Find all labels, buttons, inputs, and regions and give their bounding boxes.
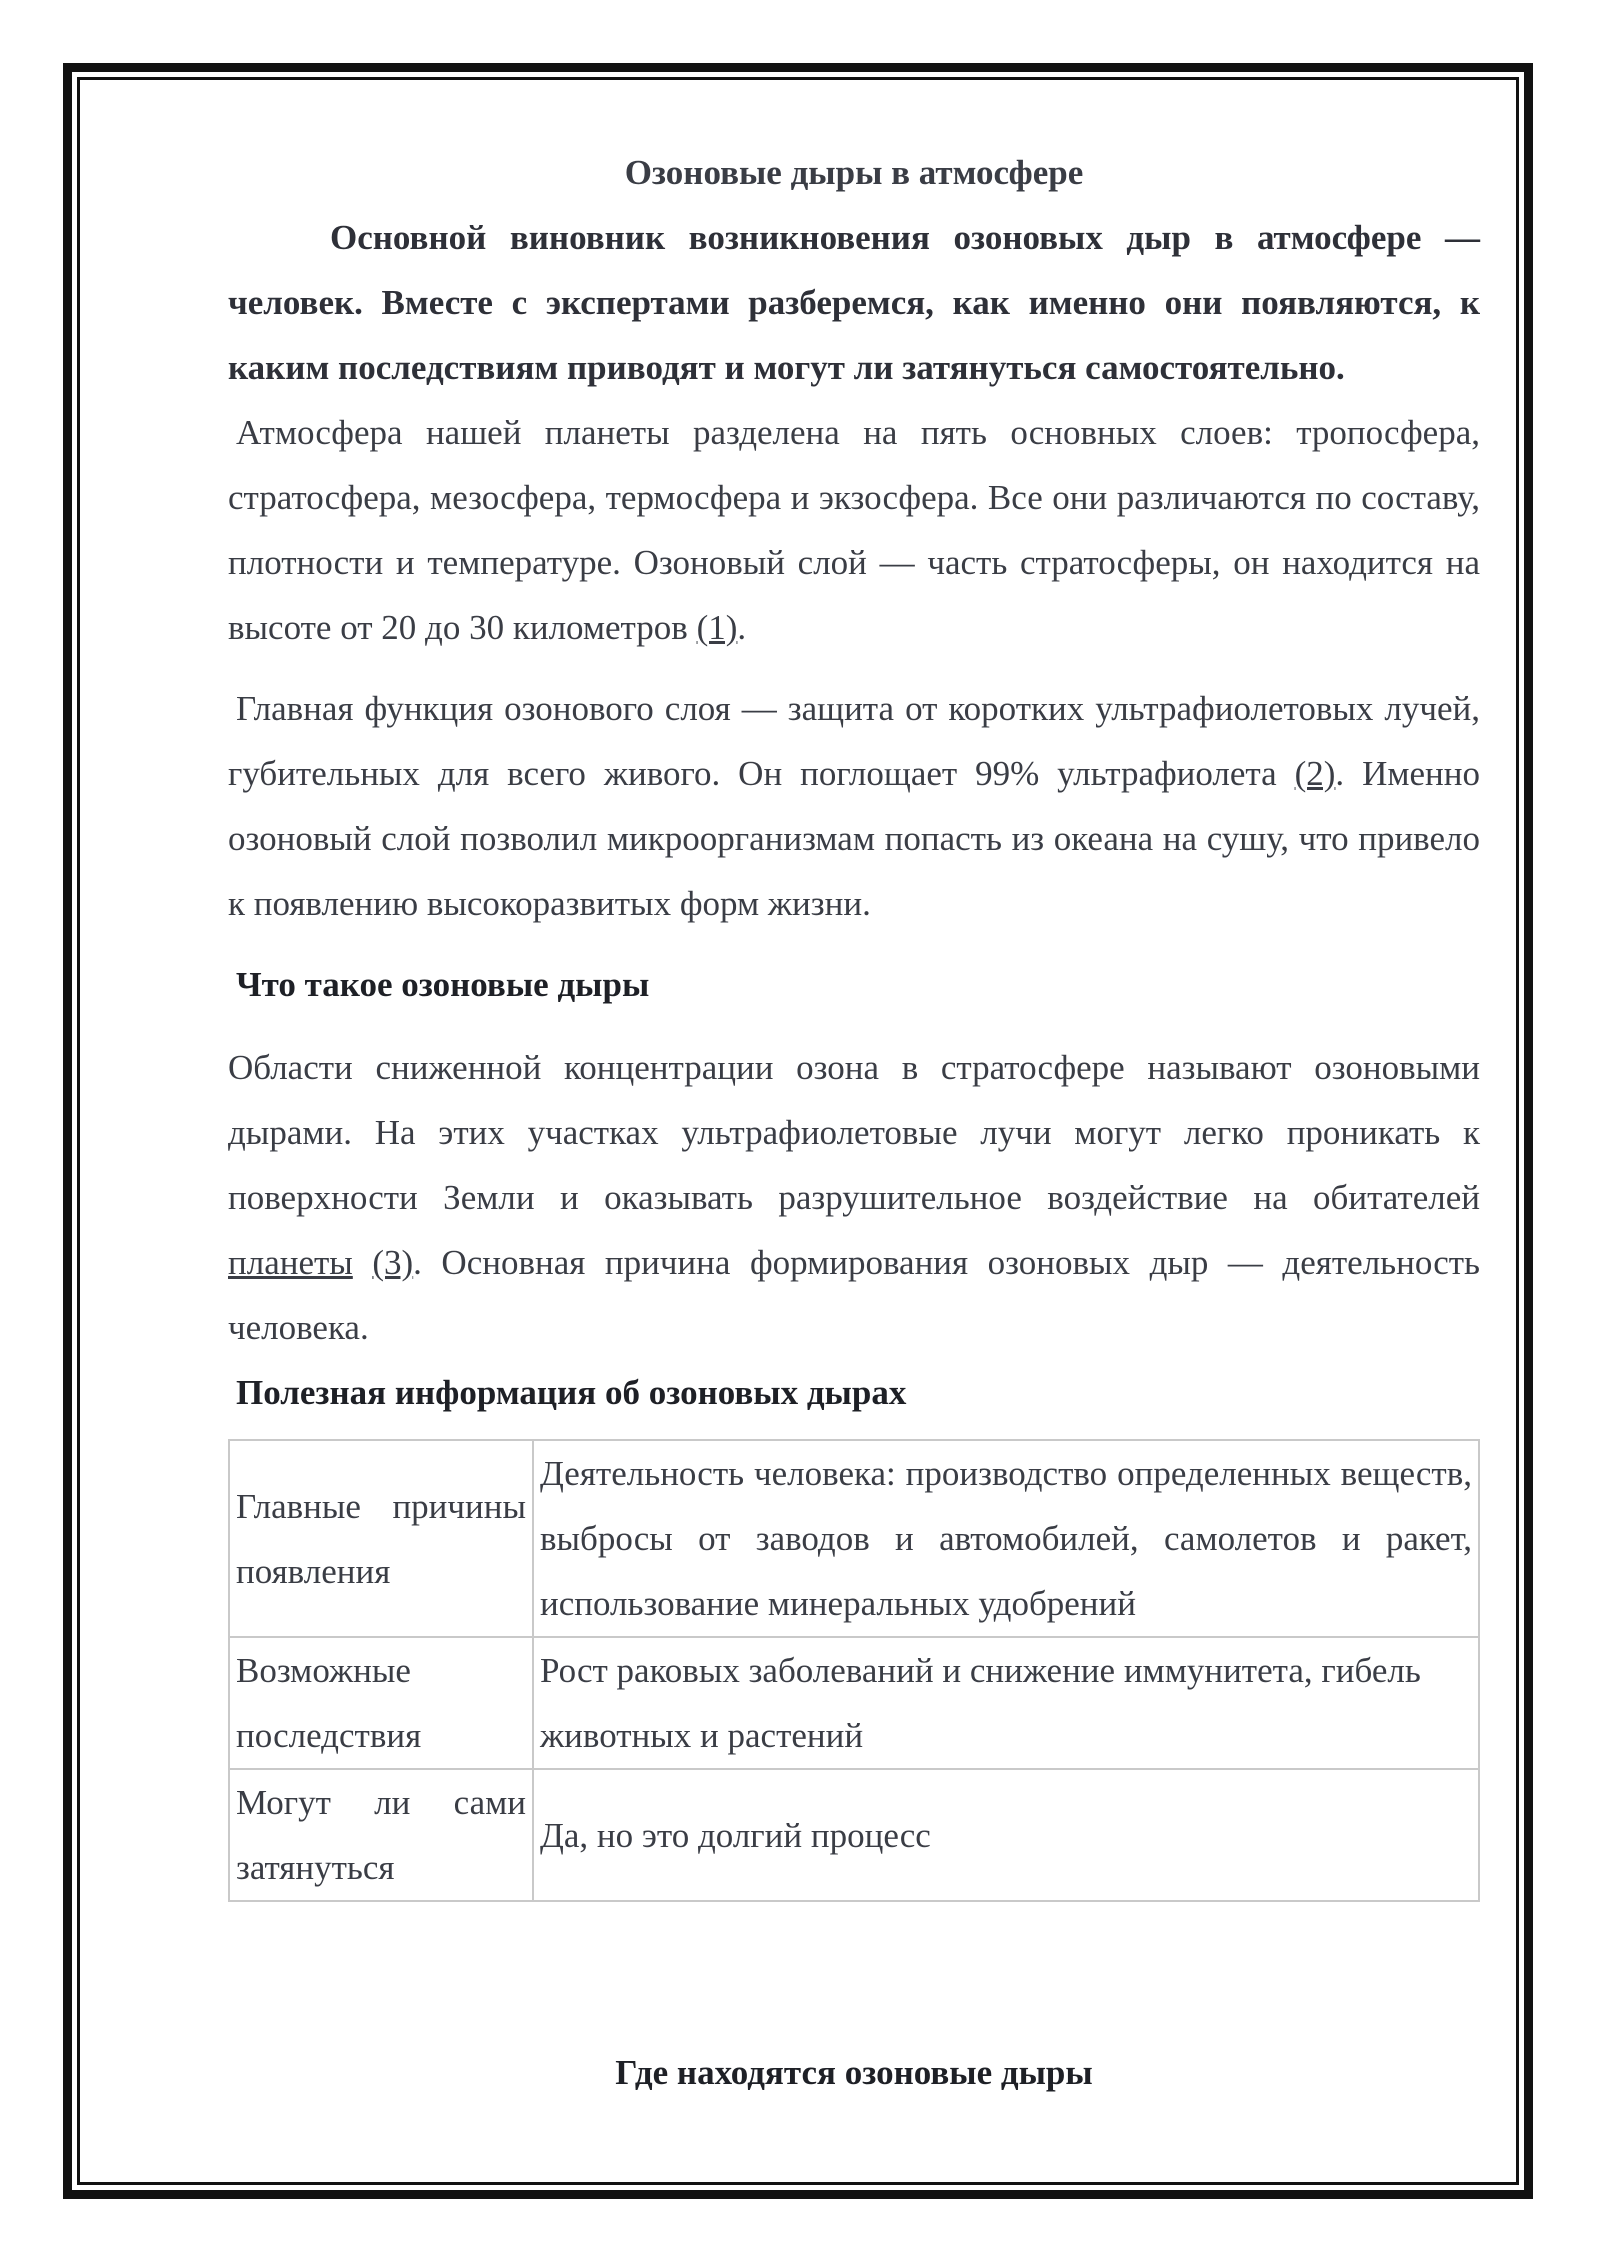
section-heading-where: Где находятся озоновые дыры [615,2053,1093,2092]
paragraph-definition [228,1035,1480,1360]
table-cell-label: Могут ли сами затянуться [229,1769,533,1901]
section-heading-what-are: Что такое озоновые дыры [236,965,650,1004]
info-table [228,1439,1480,1902]
paragraph-layers [228,400,1480,660]
table-cell-value: Рост раковых заболеваний и снижение иммунитета, гибель животных и растений [533,1637,1479,1769]
paragraph-text: Атмосфера нашей планеты разделена на пять основных слоев: тропосфера, стратосфера, мезосфера, термосфера и экзосфера. Все они различаются по составу, плотности и температуре. Озоновый слой — часть стратосферы, он находится на высоте от 20 до 30 километров [228,413,1480,647]
paragraph-tail: . Именно озоновый слой позволил микроорганизмам попасть из океана на сушу, что привело к появлению высокоразвитых форм жизни. [228,754,1480,923]
table-cell-label: Главные причины появления [229,1440,533,1637]
table-row [229,1637,1479,1769]
reference-link[interactable]: (3) [372,1243,414,1282]
paragraph-text: Области сниженной концентрации озона в стратосфере называют озоновыми дырами. На этих участках ультрафиолетовые лучи могут легко проникать к поверхности Земли и оказывать разрушительное воздействие на обитателей [228,1048,1480,1217]
table-cell-value: Да, но это долгий процесс [533,1769,1479,1901]
section-heading-info: Полезная информация об озоновых дырах [236,1373,907,1412]
reference-link[interactable]: (2) [1294,754,1336,793]
paragraph-text: Главная функция озонового слоя — защита от коротких ультрафиолетовых лучей, губительных для всего живого. Он поглощает 99% ультрафиолета [228,689,1480,793]
spacer-text [353,1243,373,1282]
table-cell-label: Возможные последствия [229,1637,533,1769]
table-row [229,1769,1479,1901]
planet-link[interactable]: планеты [228,1243,353,1282]
document-title: Озоновые дыры в атмосфере [624,153,1084,192]
table-cell-value: Деятельность человека: производство определенных веществ, выбросы от заводов и автомобилей, самолетов и ракет, использование минеральных удобрений [533,1440,1479,1637]
paragraph-function [228,676,1480,936]
document-body [228,140,1480,1902]
paragraph-tail: . [737,608,747,647]
lead-paragraph: Основной виновник возникновения озоновых дыр в атмосфере — человек. Вместе с экспертами разберемся, как именно они появляются, к каким последствиям приводят и могут ли затянуться самостоятельно. [228,218,1480,387]
paragraph-tail: . Основная причина формирования озоновых дыр — деятельность человека. [228,1243,1481,1347]
reference-link[interactable]: (1) [696,608,738,647]
table-row [229,1440,1479,1637]
